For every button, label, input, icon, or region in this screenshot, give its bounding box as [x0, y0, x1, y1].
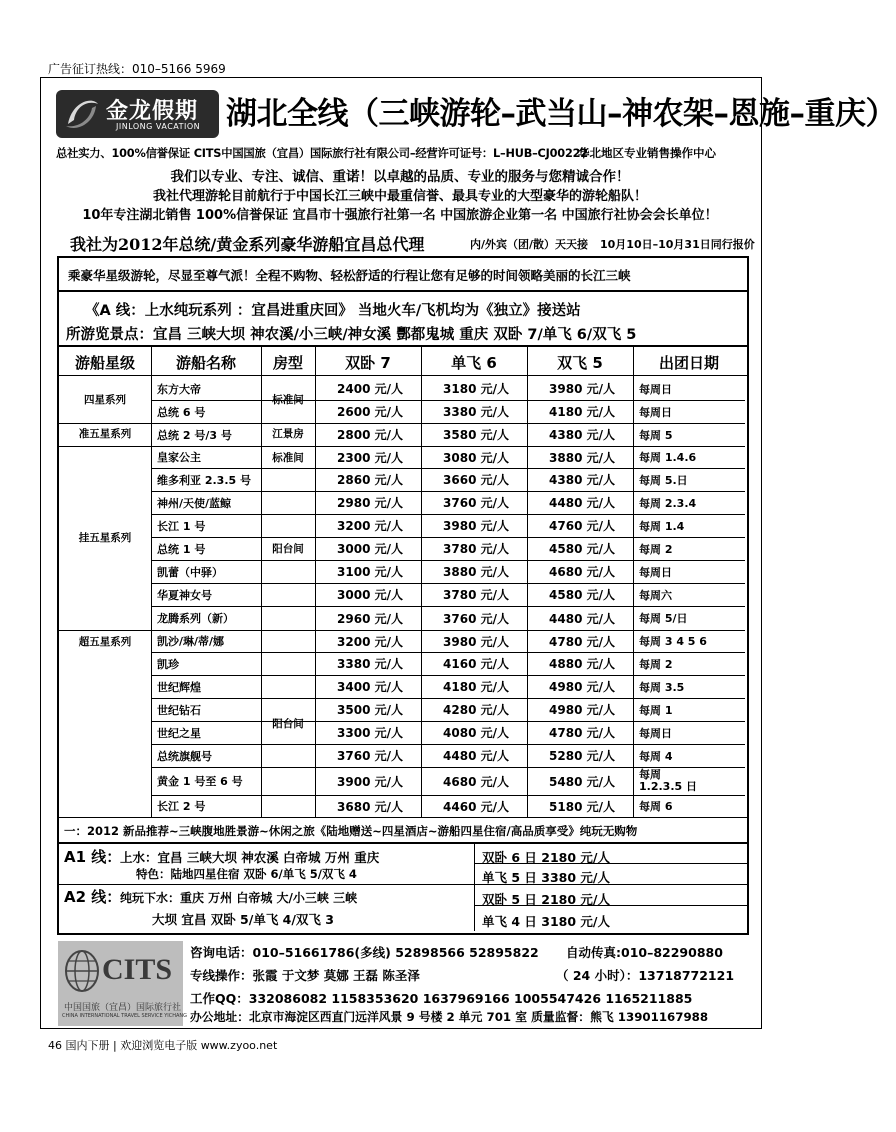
- line-a-title: 《A 线：上水纯玩系列 ：宜昌进重庆回》 当地火车/飞机均为《独立》接送站: [85, 303, 581, 319]
- room-type: 标准间: [272, 393, 304, 406]
- departure-days: 每周日: [639, 405, 672, 419]
- departure-days: 每周 1.4: [639, 519, 685, 533]
- a2-price: 单飞 4 日 3180 元/人: [482, 914, 610, 929]
- price-cell: 4480 元/人: [549, 496, 615, 510]
- price-cell: 2300 元/人: [337, 450, 403, 465]
- price-cell: 4980 元/人: [549, 680, 615, 694]
- col-header-room: 房型: [272, 353, 303, 372]
- price-cell: 2960 元/人: [337, 611, 403, 626]
- price-cell: 2980 元/人: [337, 496, 403, 510]
- price-cell: 3580 元/人: [443, 428, 509, 442]
- sights-list: 所游览景点：宜昌 三峡大坝 神农溪/小三峡/神女溪 酆都鬼城 重庆 双卧 7/单飞 6/双飞 5: [66, 327, 637, 343]
- price-cell: 4780 元/人: [549, 634, 615, 649]
- price-cell: 3780 元/人: [443, 588, 509, 602]
- license-line: 总社实力、100%信誉保证 CITS中国国旅（宜昌）国际旅行社有限公司–经营许可证号：L–HUB–CJ00222: [56, 147, 588, 160]
- group-four-star: 四星系列: [84, 393, 126, 406]
- price-cell: 2600 元/人: [337, 405, 403, 419]
- col-header-class: 游船星级: [74, 353, 135, 372]
- intro-text: 乘豪华星级游轮，尽显至尊气派！全程不购物、轻松舒适的行程让您有足够的时间领略美丽的长江三峡: [68, 268, 631, 283]
- sales-center: 华北地区专业销售操作中心: [578, 146, 716, 160]
- ship-name: 凯珍: [157, 657, 179, 671]
- price-cell: 2860 元/人: [337, 473, 403, 487]
- price-cell: 3180 元/人: [443, 382, 509, 396]
- price-cell: 3200 元/人: [337, 519, 403, 533]
- departure-days-line: 每周: [639, 768, 661, 781]
- agent-tag: 内/外宾（团/散）天天接: [470, 238, 589, 251]
- swirl-icon: [62, 94, 102, 134]
- ad-hotline: 广告征订热线：010–5166 5969: [48, 62, 226, 76]
- col-header-p5: 双飞 5: [557, 353, 603, 372]
- a2-route2: 大坝 宜昌 双卧 5/单飞 4/双飞 3: [152, 912, 334, 927]
- departure-days: 每周 3.5: [639, 680, 685, 694]
- col-header-date: 出团日期: [658, 353, 719, 372]
- price-cell: 4480 元/人: [443, 749, 509, 763]
- a2-price: 双卧 5 日 2180 元/人: [482, 892, 610, 907]
- price-cell: 4160 元/人: [443, 657, 509, 671]
- price-cell: 3680 元/人: [337, 799, 403, 814]
- price-cell: 4460 元/人: [443, 799, 509, 814]
- divider: [57, 375, 747, 376]
- ship-name: 总统旗舰号: [157, 749, 212, 763]
- departure-days: 每周 4: [639, 749, 673, 763]
- ship-name: 皇家公主: [157, 451, 201, 464]
- departure-days: 每周 2: [639, 657, 673, 671]
- slogan-line: 我社代理游轮目前航行于中国长江三峡中最重信誉、最具专业的大型豪华的游轮船队！: [152, 189, 647, 204]
- price-cell: 4760 元/人: [549, 519, 615, 533]
- ship-name: 黄金 1 号至 6 号: [157, 775, 243, 788]
- grid-line: [421, 345, 422, 817]
- price-cell: 4480 元/人: [549, 611, 615, 626]
- departure-days: 每周日: [639, 565, 672, 579]
- price-cell: 3880 元/人: [443, 565, 509, 579]
- a1-route: 上水：宜昌 三峡大坝 神农溪 白帝城 万州 重庆: [120, 850, 380, 865]
- contact-24h: （ 24 小时）：13718772121: [556, 968, 735, 983]
- col-header-p6: 单飞 6: [451, 353, 497, 372]
- price-cell: 3400 元/人: [337, 680, 403, 694]
- logo-subtitle: JINLONG VACATION: [116, 122, 201, 131]
- ship-name: 世纪之星: [157, 726, 201, 740]
- group-quasi-five-star: 准五星系列: [78, 428, 132, 440]
- contact-qq: 工作QQ：332086082 1158353620 1637969166 1005547426 1165211885: [190, 991, 693, 1006]
- a1-feature: 特色：陆地四星住宿 双卧 6/单飞 5/双飞 4: [136, 867, 357, 881]
- contact-phone: 咨询电话：010–51661786(多线) 52898566 52895822: [190, 945, 539, 960]
- ship-name: 东方大帝: [157, 382, 201, 396]
- cits-name: CITS: [102, 953, 173, 986]
- contact-operators: 专线操作：张霞 于文梦 莫娜 王磊 陈圣泽: [190, 968, 420, 983]
- price-cell: 5180 元/人: [549, 799, 615, 814]
- price-cell: 3760 元/人: [443, 611, 509, 626]
- room-type: 江景房: [272, 428, 304, 440]
- page-footer: 46 国内下册 | 欢迎浏览电子版 www.zyoo.net: [48, 1039, 278, 1052]
- grid-line: [633, 345, 634, 817]
- ship-name: 总统 6 号: [157, 405, 206, 419]
- ship-name: 总统 1 号: [157, 542, 206, 556]
- cits-logo: [58, 941, 188, 1026]
- price-cell: 4680 元/人: [549, 565, 615, 579]
- price-cell: 3660 元/人: [443, 473, 509, 487]
- group-super-five-star: 超五星系列: [78, 635, 132, 648]
- contact-address: 办公地址：北京市海淀区西直门远洋风景 9 号楼 2 单元 701 室 质量监督：熊飞 13901167988: [190, 1010, 709, 1024]
- departure-days: 每周 5/日: [639, 612, 688, 625]
- ship-name: 世纪辉煌: [157, 680, 201, 694]
- price-cell: 5280 元/人: [549, 749, 615, 763]
- grid-line: [57, 817, 747, 818]
- divider: [474, 863, 747, 864]
- cits-cn: 中国国旅（宜昌）国际旅行社: [64, 1003, 182, 1013]
- price-cell: 3000 元/人: [337, 588, 403, 602]
- a1-label: A1 线：: [64, 848, 122, 866]
- ship-name: 维多利亚 2.3.5 号: [157, 473, 251, 487]
- jinlong-logo: [56, 90, 219, 138]
- slogan-line: 10年专注湖北销售 100%信誉保证 宜昌市十强旅行社第一名 中国旅游企业第一名 中国旅行社协会会长单位！: [82, 208, 718, 223]
- price-cell: 4580 元/人: [549, 588, 615, 602]
- price-cell: 3100 元/人: [337, 565, 403, 579]
- price-cell: 3780 元/人: [443, 542, 509, 556]
- departure-days: 每周 2: [639, 542, 673, 556]
- departure-days: 每周日: [639, 726, 672, 740]
- price-cell: 4380 元/人: [549, 428, 615, 442]
- price-cell: 2400 元/人: [337, 382, 403, 396]
- a2-route: 纯玩下水：重庆 万州 白帝城 大/小三峡 三峡: [120, 891, 358, 905]
- price-cell: 4680 元/人: [443, 774, 509, 789]
- grid-line: [151, 345, 152, 817]
- departure-days-line: 1.2.3.5 日: [639, 780, 697, 793]
- price-cell: 4880 元/人: [549, 657, 615, 671]
- departure-days: 每周六: [639, 588, 672, 602]
- ship-name: 总统 2 号/3 号: [157, 428, 232, 442]
- price-cell: 3380 元/人: [337, 657, 403, 671]
- globe-icon: [64, 949, 100, 995]
- departure-days: [639, 767, 743, 795]
- room-type: 标准间: [272, 451, 304, 464]
- ship-name: 凯蕾（中驿）: [157, 565, 223, 579]
- price-cell: 4380 元/人: [549, 473, 615, 487]
- ship-name: 凯沙/琳/蒂/娜: [157, 635, 225, 648]
- divider: [474, 842, 475, 931]
- departure-days: 每周 3 4 5 6: [639, 635, 707, 648]
- room-type: 阳台间: [272, 718, 304, 730]
- price-cell: 4180 元/人: [443, 680, 509, 694]
- contact-fax: 自动传真:010–82290880: [566, 945, 723, 960]
- departure-days: 每周日: [639, 382, 672, 396]
- price-cell: 3760 元/人: [443, 496, 509, 510]
- price-cell: 4180 元/人: [549, 405, 615, 419]
- col-header-ship: 游船名称: [175, 353, 236, 372]
- departure-days: 每周 2.3.4: [639, 496, 697, 510]
- price-cell: 4080 元/人: [443, 726, 509, 740]
- ship-name: 华夏神女号: [157, 588, 212, 602]
- cits-en: CHINA INTERNATIONAL TRAVEL SERVICE YICHANG: [62, 1013, 188, 1019]
- grid-line: [527, 345, 528, 817]
- grid-line: [315, 345, 316, 817]
- divider: [57, 842, 747, 844]
- slogans: [40, 168, 760, 225]
- divider: [57, 290, 747, 292]
- price-cell: 2800 元/人: [337, 428, 403, 442]
- price-cell: 4280 元/人: [443, 703, 509, 717]
- price-cell: 3880 元/人: [549, 450, 615, 465]
- col-header-p7: 双卧 7: [345, 353, 391, 372]
- price-cell: 3380 元/人: [443, 405, 509, 419]
- a1-price: 双卧 6 日 2180 元/人: [482, 850, 610, 865]
- ship-name: 龙腾系列（新）: [157, 612, 234, 625]
- slogan-line: 我们以专业、专注、诚信、重诺！以卓越的品质、专业的服务与您精诚合作！: [170, 169, 630, 185]
- departure-days: 每周 6: [639, 800, 673, 813]
- price-cell: 4980 元/人: [549, 703, 615, 717]
- price-cell: 3980 元/人: [549, 382, 615, 396]
- price-cell: 3500 元/人: [337, 703, 403, 717]
- divider: [57, 884, 747, 885]
- departure-days: 每周 5.日: [639, 473, 688, 487]
- price-cell: 3300 元/人: [337, 726, 403, 740]
- price-cell: 3980 元/人: [443, 634, 509, 649]
- ship-name: 神州/天使/蓝鲸: [157, 496, 232, 510]
- departure-days: 每周 5: [639, 428, 673, 442]
- page-title: 湖北全线（三峡游轮–武当山–神农架–恩施–重庆）: [226, 96, 896, 132]
- price-cell: 4580 元/人: [549, 542, 615, 556]
- price-cell: 3760 元/人: [337, 749, 403, 763]
- logo-title: 金龙假期: [106, 99, 199, 124]
- price-cell: 3000 元/人: [337, 542, 403, 556]
- promo-line: 一：2012 新品推荐~三峡腹地胜景游~休闲之旅《陆地赠送~四星酒店~游船四星住宿/高品质享受》纯玩无购物: [64, 824, 638, 838]
- divider: [474, 905, 747, 906]
- ship-name: 世纪钻石: [157, 703, 201, 717]
- price-cell: 3200 元/人: [337, 634, 403, 649]
- departure-days: 每周 1.4.6: [639, 451, 697, 464]
- a2-label: A2 线：: [64, 888, 122, 906]
- room-type: 阳台间: [272, 542, 304, 555]
- ship-name: 长江 1 号: [157, 519, 206, 533]
- group-five-star: 挂五星系列: [78, 531, 132, 544]
- price-cell: 3900 元/人: [337, 774, 403, 789]
- price-cell: 4780 元/人: [549, 726, 615, 740]
- price-cell: 3980 元/人: [443, 519, 509, 533]
- divider: [57, 345, 747, 347]
- price-cell: 5480 元/人: [549, 774, 615, 789]
- departure-days: 每周 1: [639, 703, 673, 717]
- quote-period: 10月10日–10月31日同行报价: [600, 238, 755, 251]
- a1-price: 单飞 5 日 3380 元/人: [482, 870, 610, 885]
- price-cell: 3080 元/人: [443, 450, 509, 465]
- ship-name: 长江 2 号: [157, 800, 206, 813]
- agent-banner: 我社为2012年总统/黄金系列豪华游船宜昌总代理: [70, 235, 425, 254]
